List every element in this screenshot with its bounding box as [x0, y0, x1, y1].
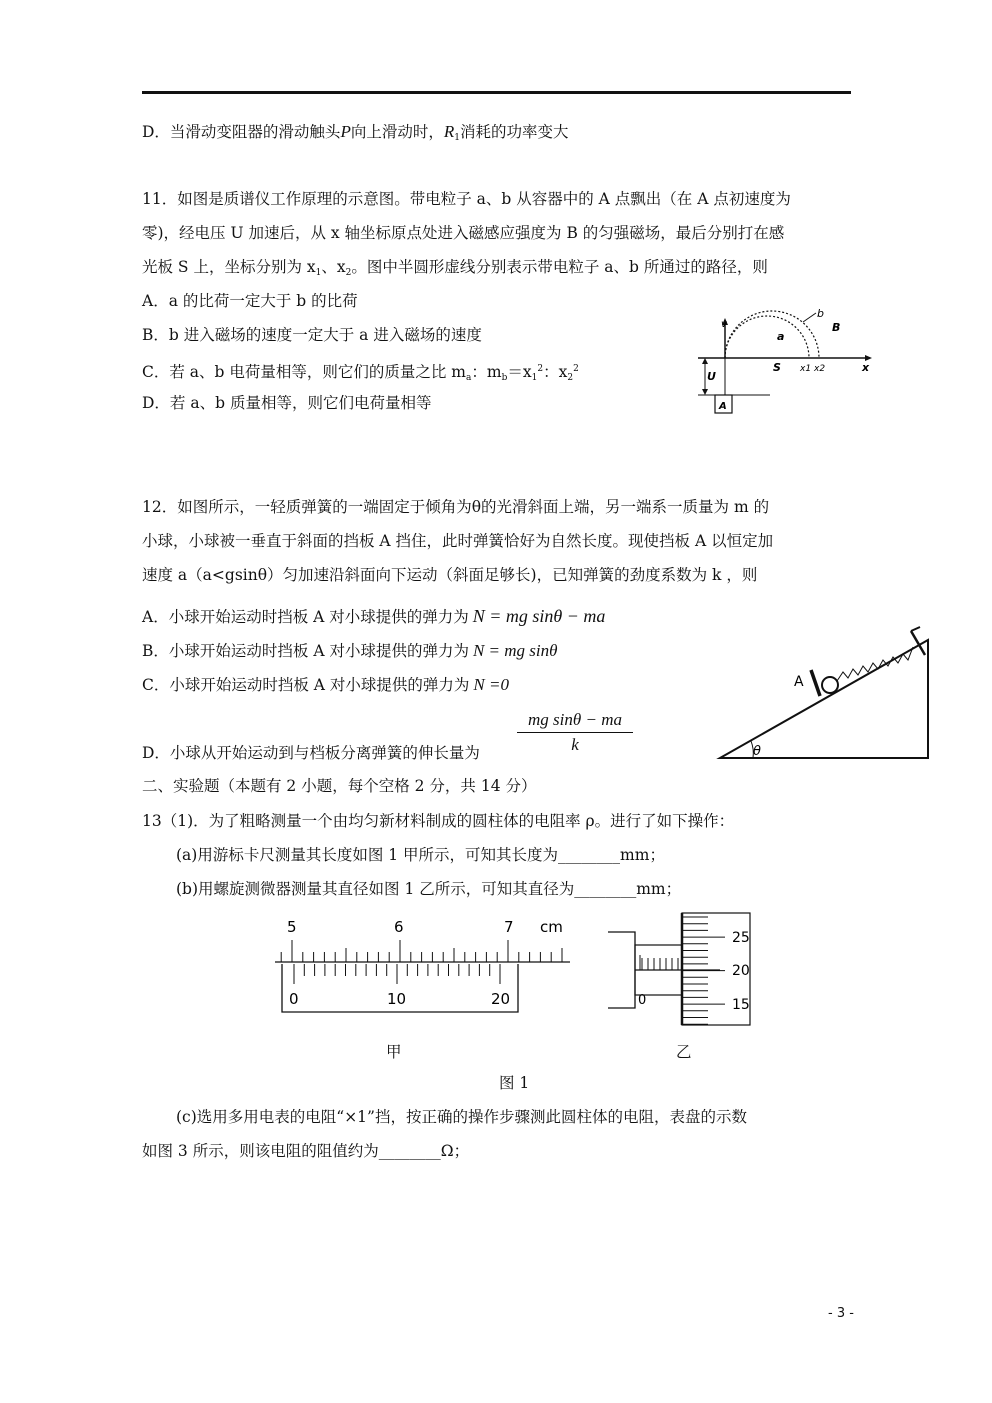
fraction-numerator: mg sinθ − ma	[517, 710, 633, 733]
thimble-label-20: 20	[732, 963, 750, 979]
spring	[837, 647, 913, 681]
b-leader	[803, 313, 816, 322]
q11-option-b: B．b 进入磁场的速度一定大于 a 进入磁场的速度	[142, 326, 482, 344]
A-label: A	[794, 674, 804, 690]
caption-jia: 甲	[386, 1043, 402, 1061]
anvil-frame	[608, 932, 635, 1008]
q12-stem-line-1: 12．如图所示，一轻质弹簧的一端固定于倾角为θ的光滑斜面上端，另一端系一质量为 m 的	[142, 498, 770, 516]
fixed-end-cap	[911, 627, 920, 631]
q11-option-d: D．若 a、b 质量相等，则它们电荷量相等	[142, 394, 432, 412]
S-label: S	[773, 361, 781, 374]
q11-option-a: A．a 的比荷一定大于 b 的比荷	[142, 292, 358, 310]
q12-stem-line-3: 速度 a（a<gsinθ）匀加速沿斜面向下运动（斜面足够长)，已知弹簧的劲度系数为 k ，则	[142, 566, 758, 584]
thimble-label-25: 25	[732, 930, 750, 946]
q11-stem-line-2: 零)，经电压 U 加速后，从 x 轴坐标原点处进入磁感应强度为 B 的匀强磁场，最后分别打在感	[142, 224, 785, 242]
x-label: x	[862, 361, 870, 374]
q11-stem-line-1: 11．如图是质谱仪工作原理的示意图。带电粒子 a、b 从容器中的 A 点飘出（在 A 点初速度为	[142, 190, 791, 208]
main-scale-ticks	[281, 940, 562, 962]
q12-option-b: B．小球开始运动时挡板 A 对小球提供的弹力为 N = mg sinθ	[142, 641, 558, 660]
q12-option-c: C．小球开始运动时挡板 A 对小球提供的弹力为 N =0	[142, 675, 509, 694]
vernier-label-0: 0	[289, 990, 299, 1008]
u-arrow-up	[702, 358, 708, 364]
fraction-denominator: k	[571, 735, 579, 754]
q12-option-a: A．小球开始运动时挡板 A 对小球提供的弹力为 N = mg sinθ − ma	[142, 606, 606, 626]
vernier-label-10: 10	[387, 990, 407, 1008]
q12-option-d-fraction	[517, 710, 633, 755]
main-label-6: 6	[394, 918, 404, 936]
u-arrow-down	[702, 389, 708, 395]
theta-label: θ	[753, 744, 761, 759]
ball	[822, 677, 838, 693]
path-a	[725, 316, 809, 358]
section-2-title: 二、实验题（本题有 2 小题，每个空格 2 分，共 14 分）	[142, 777, 537, 795]
q13-stem: 13（1)．为了粗略测量一个由均匀新材料制成的圆柱体的电阻率 ρ。进行了如下操作：	[142, 812, 735, 830]
main-label-7: 7	[504, 918, 514, 936]
x2-label: x2	[814, 364, 826, 374]
figure-1-caption: 图 1	[499, 1074, 530, 1092]
main-label-5: 5	[287, 918, 297, 936]
sleeve-label-0: 0	[638, 993, 647, 1008]
vernier-caliper-figure	[270, 912, 580, 1022]
q13-part-c-line-2: 如图 3 所示，则该电阻的阻值约为________Ω；	[142, 1142, 470, 1160]
thimble-label-15: 15	[732, 997, 750, 1013]
A-label: A	[719, 401, 727, 412]
sleeve-ticks	[640, 955, 678, 970]
q13-part-b: (b)用螺旋测微器测量其直径如图 1 乙所示，可知其直径为________mm；	[176, 880, 682, 898]
q11-option-c: C．若 a、b 电荷量相等，则它们的质量之比 $m_a$：$m_b=x_1^2$：$x_2^2$	[142, 363, 579, 383]
vernier-label-20: 20	[491, 990, 511, 1008]
a-label: a	[777, 330, 785, 343]
x1-label: x1	[800, 364, 812, 374]
q13-part-c-line-1: (c)选用多用电表的电阻“×1”挡，按正确的操作步骤测此圆柱体的电阻，表盘的示数	[176, 1108, 747, 1126]
plate-A	[811, 670, 820, 696]
incline-spring-figure	[715, 625, 940, 765]
q13-part-a: (a)用游标卡尺测量其长度如图 1 甲所示，可知其长度为________mm；	[176, 846, 665, 864]
vernier-scale-ticks	[294, 964, 500, 984]
micrometer-figure	[600, 905, 760, 1030]
q12-stem-line-2: 小球，小球被一垂直于斜面的挡板 A 挡住，此时弹簧恰好为自然长度。现使挡板 A 以恒定加	[142, 532, 774, 550]
v-label: v	[721, 319, 727, 330]
q10-option-d: D．当滑动变阻器的滑动触头P向上滑动时，$R_1$消耗的功率变大	[142, 122, 569, 143]
path-b	[725, 311, 819, 358]
b-label: b	[817, 307, 824, 320]
header-rule	[142, 91, 851, 94]
U-label: U	[707, 370, 716, 383]
incline-triangle	[720, 640, 928, 758]
q11-stem-line-3: 光板 S 上，坐标分别为 $x_1$、$x_2$。图中半圆形虚线分别表示带电粒子 a、b 所通过的路径，则	[142, 258, 768, 278]
B-label: B	[832, 321, 841, 334]
thimble-ticks	[682, 917, 725, 1024]
mass-spectrometer-figure	[690, 295, 880, 420]
caption-yi: 乙	[676, 1043, 692, 1061]
q12-option-d: D．小球从开始运动到与档板分离弹簧的伸长量为	[142, 744, 480, 762]
page-number: - 3 -	[828, 1306, 854, 1321]
unit-label: cm	[540, 918, 563, 936]
